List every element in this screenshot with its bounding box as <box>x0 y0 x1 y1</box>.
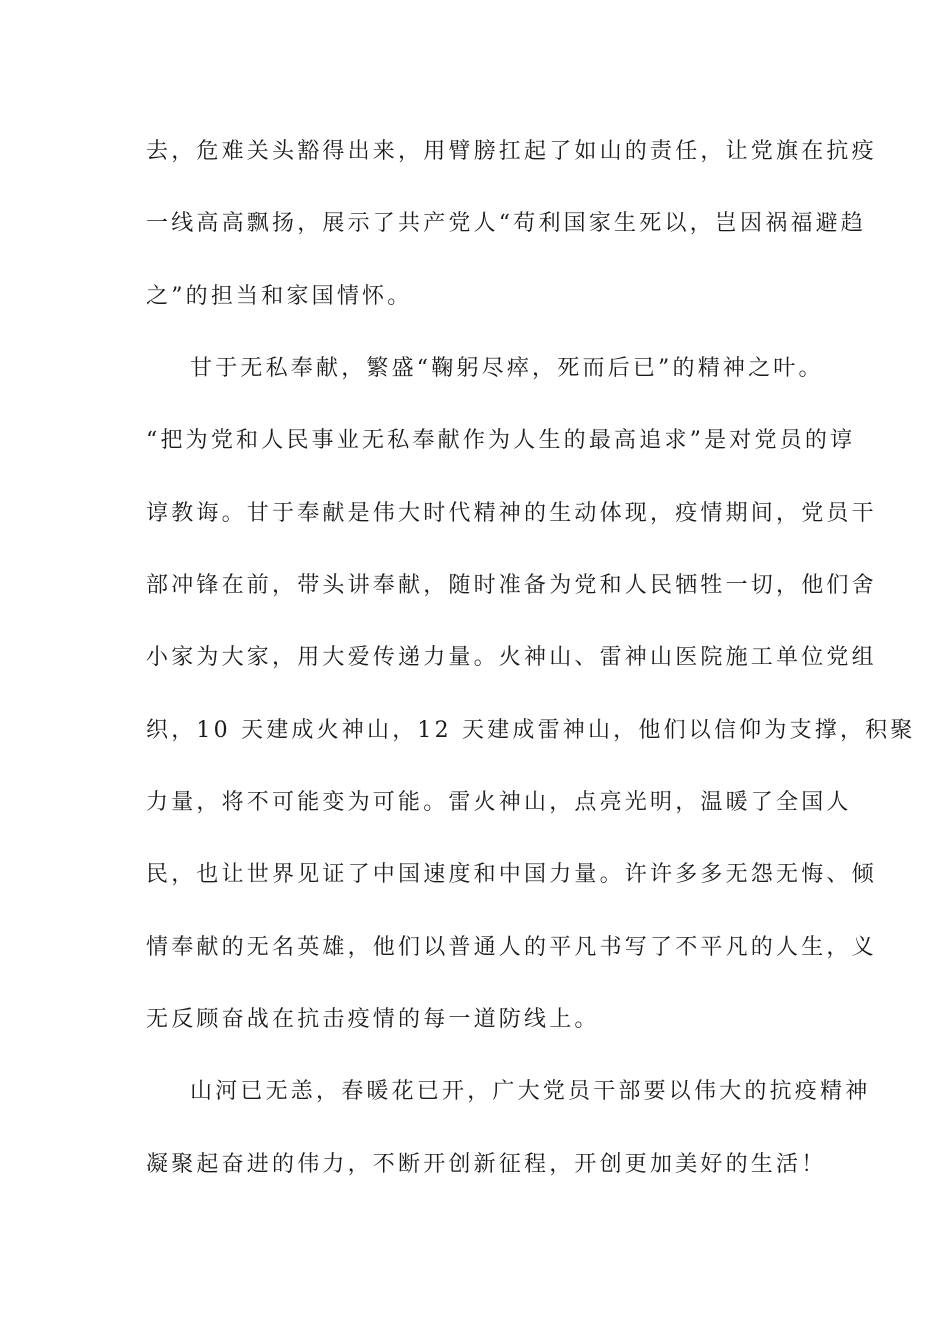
text-line: “把为党和人民事业无私奉献作为人生的最高追求”是对党员的谆 <box>146 428 856 453</box>
text-line: 小家为大家，用大爱传递力量。火神山、雷神山医院施工单位党组 <box>146 645 877 670</box>
text-line: 情奉献的无名英雄，他们以普通人的平凡书写了不平凡的人生，义 <box>146 935 877 960</box>
text-line: 谆教诲。甘于奉献是伟大时代精神的生动体现，疫情期间，党员干 <box>146 501 877 526</box>
text-line: 凝聚起奋进的伟力，不断开创新征程，开创更加美好的生活！ <box>146 1152 827 1177</box>
text-line: 一线高高飘扬，展示了共产党人“苟利国家生死以，岂因祸福避趋 <box>146 211 867 236</box>
paragraph-start-line: 山河已无恙，春暖花已开，广大党员干部要以伟大的抗疫精神 <box>190 1079 871 1104</box>
text-line: 民，也让世界见证了中国速度和中国力量。许许多多无怨无悔、倾 <box>146 862 877 887</box>
text-line: 无反顾奋战在抗击疫情的每一道防线上。 <box>146 1007 600 1032</box>
paragraph-start-line: 甘于无私奉献，繁盛“鞠躬尽瘁，死而后已”的精神之叶。 <box>190 356 824 381</box>
text-line: 之”的担当和家国情怀。 <box>146 284 413 309</box>
text-line: 力量，将不可能变为可能。雷火神山，点亮光明，温暖了全国人 <box>146 790 852 815</box>
text-line: 去，危难关头豁得出来，用臂膀扛起了如山的责任，让党旗在抗疫 <box>146 139 877 164</box>
text-line: 部冲锋在前，带头讲奉献，随时准备为党和人民牺牲一切，他们舍 <box>146 573 877 598</box>
text-line: 织，10 天建成火神山，12 天建成雷神山，他们以信仰为支撑，积聚 <box>146 718 916 743</box>
